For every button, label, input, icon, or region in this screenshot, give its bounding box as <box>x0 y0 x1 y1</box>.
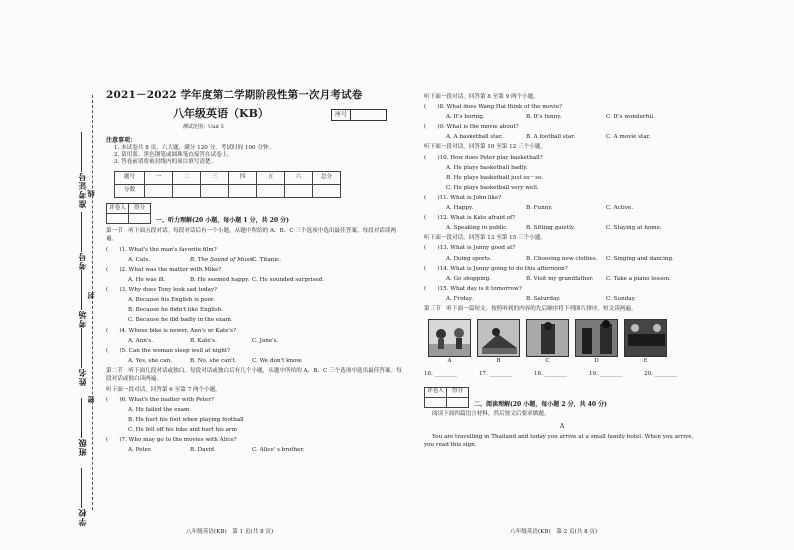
option[interactable]: C. Take a piano lesson. <box>606 275 671 282</box>
cut-mark-line: 线 <box>86 190 95 197</box>
score-input-cell[interactable] <box>257 185 285 198</box>
option[interactable]: C. It's wonderful. <box>606 114 655 121</box>
option[interactable]: B. Visit my grandfather. <box>526 275 594 282</box>
option[interactable]: A. Friday. <box>446 295 474 302</box>
option[interactable]: B. Saturday. <box>526 295 561 302</box>
page-one <box>106 90 406 454</box>
option[interactable]: C. Singing and dancing. <box>606 255 674 262</box>
option[interactable]: A. He was ill. <box>128 277 166 284</box>
question-13: ( )13. What is Jenny good at? <box>424 245 516 252</box>
answer-blanks <box>424 372 700 378</box>
option[interactable]: C. Because he did badly in the exam. <box>128 317 233 324</box>
option[interactable]: A. Cats. <box>128 256 151 263</box>
question-9: ( )9. What is the movie about? <box>424 124 519 131</box>
score-table-cell: 总分 <box>313 172 341 185</box>
option[interactable]: A. He plays basketball badly. <box>446 164 528 171</box>
question-7: ( )7. Who may go to the movies with Alice? <box>106 437 237 444</box>
option[interactable]: B. No, she can't. <box>190 357 237 364</box>
dialog-10-intro: 听下面一段对话，回答第 10 至第 12 三个小题。 <box>424 144 547 151</box>
question-9-options <box>424 135 700 141</box>
section-two-header <box>424 387 700 408</box>
grader-input-cell[interactable] <box>129 214 151 224</box>
question-1: ( )1. What's the man's favorite film? <box>106 246 217 253</box>
answer-blank[interactable]: 17. ________ <box>479 371 513 378</box>
exam-number-field[interactable] <box>72 130 90 208</box>
grader-input-cell[interactable] <box>425 397 447 407</box>
option[interactable]: B. He hurt his foot when playing football <box>128 417 244 424</box>
grader-score-label: 得分 <box>447 387 469 397</box>
picture-label: E <box>643 357 648 364</box>
question-14: ( )14. What is Jenny going to do this afternoon? <box>424 265 568 272</box>
test-range: 测试范围：Unit 5 <box>183 123 224 130</box>
question-4-options <box>106 339 406 345</box>
question-15-options <box>424 297 700 303</box>
grader-score-label: 得分 <box>129 204 151 214</box>
exam-room-label: 考场 <box>76 310 87 328</box>
option[interactable]: A. He failed the exam <box>128 407 190 414</box>
question-12: ( )12. What is Kate afraid of? <box>424 215 516 222</box>
option[interactable]: C. Active. <box>606 205 634 212</box>
grader-label: 评卷人 <box>107 204 129 214</box>
picture-label: A <box>447 357 452 364</box>
option[interactable]: B. Choosing new clothes. <box>526 255 598 262</box>
score-input-cell[interactable] <box>173 185 201 198</box>
question-11-options <box>424 206 700 212</box>
part-one-intro: 第一节 听下面五段对话。每段对话后有一个小题，从题中所给的 A、B、C 三个选项中选出最佳答案。每段对话读两遍。 <box>106 228 397 243</box>
score-table-score-row <box>115 185 341 198</box>
passage-text: You are travelling in Thailand and today you arrive at a small family hotel. When you arrive, you read this sign. <box>424 433 694 448</box>
option[interactable]: B. A football star. <box>526 134 576 141</box>
picture-e <box>624 319 667 357</box>
option[interactable]: A. A basketball star. <box>446 134 503 141</box>
option[interactable]: A. It's boring. <box>446 114 485 121</box>
seat-number-box[interactable] <box>331 109 387 121</box>
question-5: ( )5. Can the woman sleep well at night? <box>106 347 231 354</box>
option[interactable]: B. Sitting quietly. <box>526 225 576 232</box>
option[interactable]: A. Yes, she can. <box>128 357 172 364</box>
exam-number-label: 准考证号 <box>76 172 87 208</box>
option[interactable]: C. He plays basketball very well. <box>446 184 539 191</box>
section-one-header <box>106 203 406 224</box>
dialog-6-intro: 听下面一段对话，回答第 6 至第 7 两个小题。 <box>106 386 221 393</box>
answer-blank[interactable]: 20. ________ <box>644 371 678 378</box>
option[interactable]: C. Alice' s brother. <box>252 447 305 454</box>
notice-heading: 注意事项： <box>106 136 137 144</box>
question-12-options <box>424 226 700 232</box>
option[interactable]: A. Ann's. <box>128 337 154 344</box>
section-one-title: 一、听力理解(20 小题，每小题 1 分，共 20 分) <box>156 217 289 225</box>
question-14-options <box>424 277 700 283</box>
picture-d-image <box>576 320 618 357</box>
question-15: ( )15. What day is it tomorrow? <box>424 285 522 292</box>
name-label: 姓名 <box>76 368 87 386</box>
option[interactable]: B. David. <box>190 447 216 454</box>
notice-line: 1. 本试卷共 8 页，六大题，满分 120 分，考试时间 100 分钟。 <box>114 144 275 151</box>
score-table-header-row <box>115 172 341 185</box>
exam-room-field[interactable] <box>72 268 90 328</box>
question-6: ( )6. What's the matter with Peter? <box>106 397 214 403</box>
notice-line: 3. 答卷前请将密封线内的项目填写清楚。 <box>114 158 217 165</box>
class-field[interactable] <box>72 396 90 456</box>
option[interactable]: C. Staying at home. <box>606 225 662 232</box>
dialog-13-intro: 听下面一段对话，回答第 13 至第 15 三个小题。 <box>424 235 547 242</box>
score-table-cell: 六 <box>285 172 313 185</box>
picture-labels <box>428 359 700 365</box>
cut-mark-seal: 封 <box>86 292 95 299</box>
picture-c <box>526 319 569 357</box>
option[interactable]: B. Because he didn't like English. <box>128 307 224 314</box>
answer-blank[interactable]: 19. ________ <box>589 371 623 378</box>
notice-block <box>106 138 406 166</box>
exam-title: 2021－2022 学年度第二学期阶段性第一次月考试卷 <box>106 89 363 101</box>
score-table <box>114 171 341 198</box>
question-2: ( )2. What was the matter with Mike? <box>106 266 222 273</box>
question-1-options <box>106 258 406 264</box>
class-label: 班级 <box>76 438 87 456</box>
part-three-intro: 第三节 听下面一篇短文，按照听到的内容的先后顺序将下列图片排序。短文读两遍。 <box>424 305 637 312</box>
grader-label: 评卷人 <box>425 387 447 397</box>
option[interactable]: A. Because his English is poor. <box>128 297 215 304</box>
picture-d <box>575 319 618 357</box>
name-field[interactable] <box>72 326 90 386</box>
passage-label: A <box>559 422 565 430</box>
option[interactable]: A. Go shopping. <box>446 275 491 282</box>
option[interactable]: A. Happy. <box>446 205 474 212</box>
seat-number-box-label: 座号 <box>332 110 351 120</box>
picture-a-image <box>429 320 471 357</box>
option[interactable]: B. He plays basketball just so－so. <box>446 174 544 181</box>
picture-label: B <box>496 357 501 364</box>
notice-line: 2. 请用蓝、黑色钢笔或圆珠笔直接答在试卷上。 <box>114 151 233 158</box>
page-one-footer: 八年级英语(KB) 第 1 页(共 8 页) <box>186 529 274 535</box>
score-table-cell: 四 <box>229 172 257 185</box>
answer-blank[interactable]: 18. ________ <box>534 371 568 378</box>
option[interactable]: C. Jane's. <box>252 337 279 344</box>
seat-number-label: 考号 <box>76 252 87 270</box>
score-table-cell: 题号 <box>115 172 145 185</box>
question-11: ( )11. What is John like? <box>424 194 502 201</box>
option[interactable]: B. He seemed happy. <box>190 277 250 284</box>
picture-options <box>428 319 700 357</box>
grader-table <box>106 203 151 224</box>
option[interactable]: B. The Sound of Music. <box>190 256 256 263</box>
question-8: ( )8. What does Wang Hai think of the movie? <box>424 104 563 111</box>
dialog-8-intro: 听下面一段对话，回答第 8 至第 9 两个小题。 <box>424 94 539 100</box>
cut-mark-dense: 密 <box>86 396 95 403</box>
question-7-options <box>106 448 406 454</box>
picture-a <box>428 319 471 357</box>
page-two-footer: 八年级英语(KB) 第 2 页(共 8 页) <box>510 529 598 535</box>
grader-table <box>424 387 469 408</box>
option[interactable]: C. A movie star. <box>606 134 651 141</box>
picture-e-image <box>625 320 667 357</box>
score-input-cell[interactable] <box>145 185 173 198</box>
score-table-cell: 分数 <box>115 185 145 198</box>
option[interactable]: C. We don't know. <box>252 357 303 364</box>
exam-subtitle: 八年级英语（KB） <box>173 106 269 120</box>
answer-blank[interactable]: 16. ________ <box>424 371 458 378</box>
question-13-options <box>424 257 700 263</box>
option[interactable]: C. He sounded surprised. <box>252 277 325 284</box>
option[interactable]: C. Titanic. <box>252 256 282 263</box>
option[interactable]: A. Doing sports. <box>446 255 492 262</box>
binding-strip <box>0 0 100 550</box>
seat-number-field[interactable] <box>72 210 90 270</box>
question-10: ( )10. How does Peter play basketball? <box>424 154 543 161</box>
picture-c-image <box>527 320 569 357</box>
score-input-cell[interactable] <box>201 185 229 198</box>
question-8-options <box>424 115 700 121</box>
picture-b-image <box>478 320 520 357</box>
section-two-title: 二、阅读理解(20 小题，每小题 2 分，共 40 分) <box>474 400 607 408</box>
question-5-options <box>106 359 406 365</box>
grader-input-cell[interactable] <box>107 214 129 224</box>
score-table-cell: 一 <box>145 172 173 185</box>
score-table-cell: 二 <box>173 172 201 185</box>
score-table-cell: 三 <box>201 172 229 185</box>
question-4: ( )4. Whose bike is newer, Ann's or Kate's? <box>106 327 236 334</box>
question-2-options <box>106 278 406 284</box>
option[interactable]: B. Funny. <box>526 205 553 212</box>
picture-label: C <box>545 357 550 364</box>
grader-input-cell[interactable] <box>447 397 469 407</box>
page-two <box>424 95 700 449</box>
seal-dashed-line <box>92 95 93 510</box>
score-input-cell[interactable] <box>285 185 313 198</box>
question-3: ( )3. Why does Tony look sad today? <box>106 287 218 294</box>
option[interactable]: B. Kate's. <box>190 337 217 344</box>
option[interactable]: A. Speaking in public. <box>446 225 509 232</box>
option[interactable]: C. Sunday. <box>606 295 636 302</box>
score-table-cell: 五 <box>257 172 285 185</box>
option[interactable]: A. Peter. <box>128 447 152 454</box>
option[interactable]: B. It's funny. <box>526 114 562 121</box>
part-two-intro: 第二节 听下面几段对话或独白。每段对话或独白后有几个小题，从题中所给的 A、B、C 三个选项中选出最佳答案。每段对话或独白读两遍。 <box>106 368 402 383</box>
picture-b <box>477 319 520 357</box>
score-input-cell[interactable] <box>229 185 257 198</box>
reading-intro: 阅读下面四篇语言材料，然后按文后要求做题。 <box>432 411 550 418</box>
score-input-cell[interactable] <box>313 185 341 198</box>
school-field[interactable] <box>72 466 90 526</box>
option[interactable]: C. He fell off his bike and hurt his arm <box>128 427 237 434</box>
school-label: 学校 <box>76 508 87 526</box>
picture-label: D <box>594 357 599 364</box>
